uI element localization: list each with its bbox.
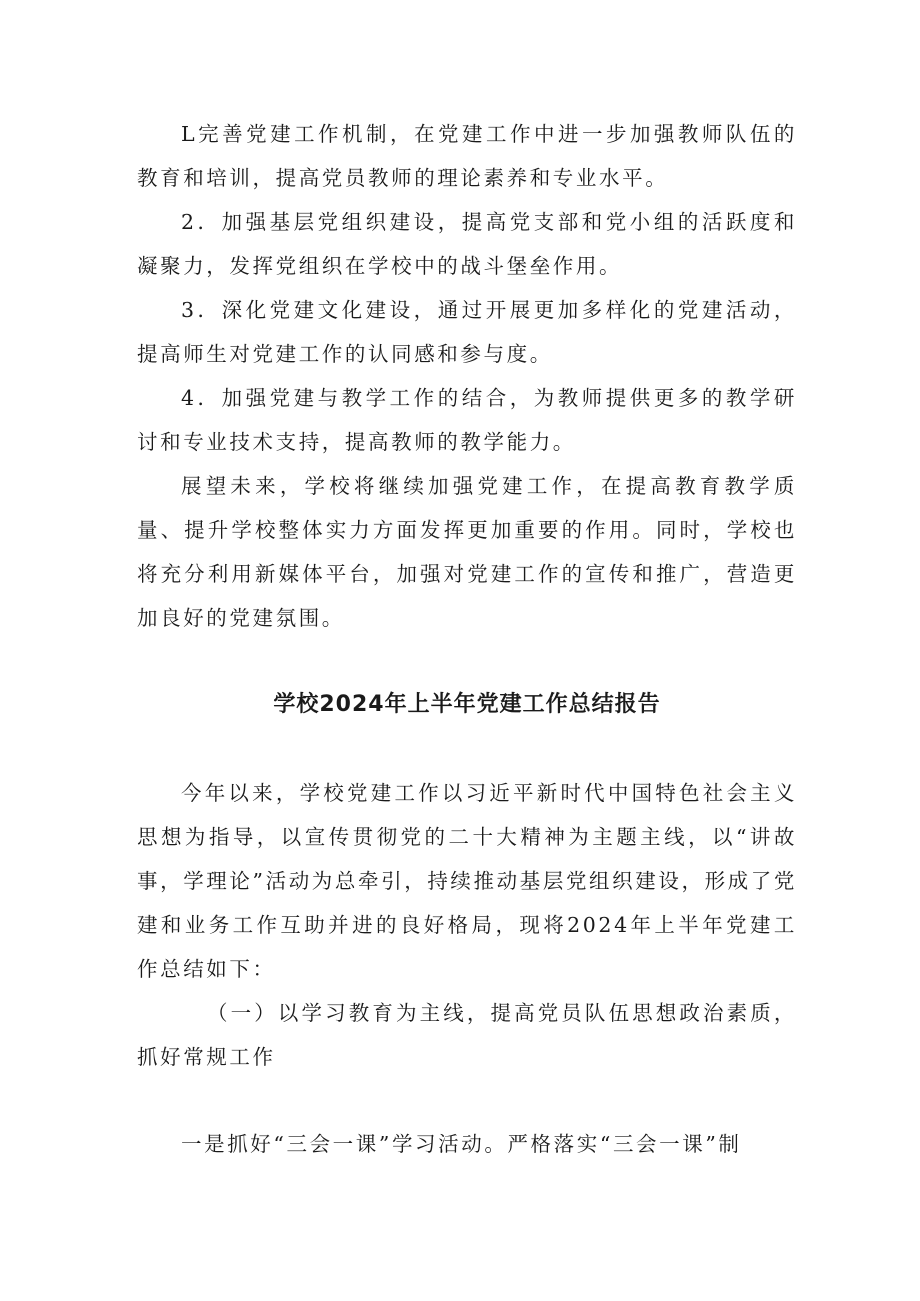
section-heading-1: （一）以学习教育为主线，提高党员队伍思想政治素质，抓好常规工作: [137, 1001, 797, 1069]
paragraph-item-2: 2．加强基层党组织建设，提高党支部和党小组的活跃度和凝聚力，发挥党组织在学校中的战斗堡垒作用。: [137, 210, 797, 278]
paragraph-outlook: 展望未来，学校将继续加强党建工作，在提高教育教学质量、提升学校整体实力方面发挥更加重要的作用。同时，学校也将充分利用新媒体平台，加强对党建工作的宣传和推广，营造更加良好的党建氛围。: [137, 474, 797, 630]
paragraph-intro: 今年以来，学校党建工作以习近平新时代中国特色社会主义思想为指导，以宣传贯彻党的二十大精神为主题主线，以“讲故事，学理论”活动为总牵引，持续推动基层党组织建设，形成了党建和业务工作互助并进的良好格局，现将2024年上半年党建工作总结如下：: [137, 781, 797, 981]
paragraph-item-4: 4．加强党建与教学工作的结合，为教师提供更多的教学研讨和专业技术支持，提高教师的教学能力。: [137, 386, 797, 454]
paragraph-item-3: 3．深化党建文化建设，通过开展更加多样化的党建活动，提高师生对党建工作的认同感和参与度。: [137, 298, 797, 366]
paragraph-item-1: L完善党建工作机制，在党建工作中进一步加强教师队伍的教育和培训，提高党员教师的理论素养和专业水平。: [137, 122, 797, 190]
report-title: 学校2024年上半年党建工作总结报告: [273, 692, 661, 717]
paragraph-section-1-item-1: 一是抓好“三会一课”学习活动。严格落实“三会一课”制: [181, 1132, 742, 1156]
